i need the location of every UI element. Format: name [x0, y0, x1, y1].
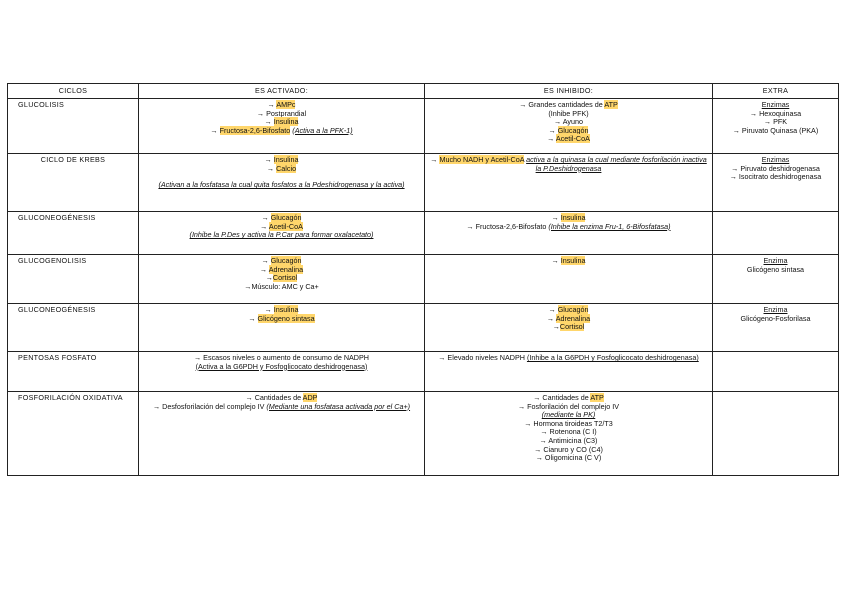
- text-segment: → Isocitrato deshidrogenasa: [729, 172, 822, 182]
- inhibited-cell: [425, 392, 713, 476]
- activated-line: [142, 231, 421, 240]
- highlighted-term: ATP: [604, 100, 618, 109]
- extra-cell: [713, 99, 839, 154]
- activated-cell: [139, 99, 425, 154]
- highlighted-term: Glicógeno sintasa: [257, 313, 315, 323]
- table-row: [8, 352, 839, 392]
- cycle-name: GLUCONEOGÉNESIS: [8, 212, 139, 255]
- extra-cell: [713, 255, 839, 304]
- text-segment: →: [264, 155, 274, 164]
- text-segment: → Ayuno: [553, 117, 584, 127]
- extra-cell: [713, 392, 839, 476]
- text-segment: → Piruvato deshidrogenasa: [731, 163, 820, 173]
- extra-cell: [713, 154, 839, 212]
- highlighted-term: Insulina: [273, 305, 299, 314]
- text-segment: →: [267, 100, 277, 109]
- text-segment: → Fructosa-2,6-Bifosfato: [466, 221, 549, 231]
- table-row: [8, 304, 839, 352]
- table-row: [8, 99, 839, 154]
- activated-cell: [139, 352, 425, 392]
- table-row: [8, 212, 839, 255]
- note-text: (Activan a la fosfatasa la cual quita fosfatos a la Pdeshidrogenasa y la activa): [158, 180, 405, 190]
- text-segment: → Desfosforilación del complejo IV: [152, 401, 267, 411]
- inhibited-line: [428, 223, 709, 232]
- inhibited-line: [428, 135, 709, 144]
- text-segment: Glicógeno-Fosforilasa: [740, 313, 811, 323]
- text-segment: →: [261, 256, 271, 265]
- text-segment: →: [546, 313, 556, 323]
- highlighted-term: Mucho NADH y Acetil-CoA: [439, 155, 525, 164]
- note-text: Enzimas: [761, 155, 790, 164]
- activated-line: [142, 363, 421, 372]
- inhibited-cell: [425, 154, 713, 212]
- highlighted-term: ATP: [590, 393, 604, 402]
- text-segment: → Rotenona (C I): [540, 427, 597, 437]
- text-segment: → Hexoquinasa: [749, 108, 802, 118]
- text-segment: →: [547, 134, 556, 144]
- inhibited-cell: [425, 352, 713, 392]
- cycle-name: FOSFORILACIÓN OXIDATIVA: [8, 392, 139, 476]
- text-segment: →: [261, 213, 271, 222]
- text-segment: → Postprandial: [256, 108, 307, 118]
- text-segment: → Cantidades de: [533, 393, 591, 402]
- highlighted-term: AMPc: [276, 100, 296, 109]
- text-segment: →: [548, 305, 558, 314]
- header-es-activado: ES ACTIVADO:: [139, 84, 425, 99]
- text-segment: →: [552, 322, 560, 332]
- activated-cell: [139, 255, 425, 304]
- highlighted-term: Glucagón: [270, 256, 302, 265]
- text-segment: →: [265, 273, 273, 283]
- text-segment: → Antimicina (C3): [539, 435, 598, 445]
- table-row: [8, 154, 839, 212]
- activated-cell: [139, 304, 425, 352]
- highlighted-term: Insulina: [560, 213, 586, 222]
- activated-cell: [139, 212, 425, 255]
- cycle-name: GLUCONEOGÉNESIS: [8, 304, 139, 352]
- inhibited-line: [428, 323, 709, 332]
- table-row: [8, 392, 839, 476]
- text-segment: →Músculo: AMC y Ca+: [244, 281, 319, 291]
- highlighted-term: Glucagón: [557, 305, 589, 314]
- text-segment: → Piruvato Quinasa (PKA): [732, 125, 819, 135]
- text-segment: →: [264, 305, 274, 314]
- highlighted-term: Glucagón: [557, 125, 589, 135]
- text-segment: → Escasos niveles o aumento de consumo de NADPH: [194, 353, 369, 362]
- text-segment: →: [551, 256, 561, 265]
- highlighted-term: Adrenalina: [268, 264, 304, 274]
- note-text: Enzima: [763, 256, 788, 265]
- highlighted-term: ADP: [302, 393, 318, 402]
- cycle-name: GLUCOGENOLISIS: [8, 255, 139, 304]
- text-segment: →: [266, 163, 277, 173]
- extra-line: [716, 127, 835, 136]
- inhibited-line: [428, 156, 709, 173]
- text-segment: →: [210, 125, 220, 135]
- text-segment: → PFK: [763, 117, 788, 127]
- inhibited-line: [428, 454, 709, 463]
- extra-cell: [713, 304, 839, 352]
- note-text: Enzima: [763, 305, 788, 314]
- note-text: (Inhibe la enzima Fru-1, 6-Bifosfatasa): [548, 221, 671, 231]
- text-segment: → Hormona tiroideas T2/T3: [524, 418, 613, 428]
- cycle-name: PENTOSAS FOSFATO: [8, 352, 139, 392]
- extra-cell: [713, 352, 839, 392]
- note-text: (mediante la PK): [541, 410, 596, 420]
- highlighted-term: Cortisol: [272, 273, 298, 283]
- text-segment: → Cianuro y CO (C4): [534, 444, 603, 454]
- header-row: [8, 84, 839, 99]
- activated-cell: [139, 392, 425, 476]
- text-segment: →: [264, 117, 274, 127]
- highlighted-term: Insulina: [273, 117, 299, 127]
- text-segment: → Elevado niveles NADPH: [438, 353, 527, 362]
- activated-line: [142, 283, 421, 292]
- highlighted-term: Acetil-CoA: [555, 134, 590, 144]
- inhibited-line: [428, 257, 709, 266]
- cycle-name: CICLO DE KREBS: [8, 154, 139, 212]
- extra-line: [716, 173, 835, 182]
- activated-line: [142, 127, 421, 136]
- inhibited-cell: [425, 255, 713, 304]
- extra-cell: [713, 212, 839, 255]
- note-text: (Inhibe a la G6PDH y Fosfoglicocato deshidrogenasa): [526, 353, 699, 362]
- header-extra: EXTRA: [713, 84, 839, 99]
- text-segment: (Inhibe PFK): [548, 108, 589, 118]
- highlighted-term: Cortisol: [559, 322, 585, 332]
- text-segment: → Fosforilación del complejo IV: [517, 401, 620, 411]
- activated-line: [142, 181, 421, 190]
- note-text: activa a la quinasa la cual mediante fosforilación inactiva la P.Deshidrogenasa: [526, 155, 707, 173]
- text-segment: Glicógeno sintasa: [746, 264, 805, 274]
- cycle-name: GLUCOLISIS: [8, 99, 139, 154]
- text-segment: →: [430, 155, 440, 164]
- activated-cell: [139, 154, 425, 212]
- text-segment: →: [260, 221, 269, 231]
- inhibited-cell: [425, 212, 713, 255]
- extra-line: [716, 315, 835, 324]
- text-segment: → Grandes cantidades de: [519, 100, 605, 109]
- highlighted-term: Insulina: [273, 155, 299, 164]
- inhibited-line: [428, 354, 709, 363]
- highlighted-term: Insulina: [560, 256, 586, 265]
- note-text: (Inhibe la P.Des y activa la P.Car para formar oxalacetato): [189, 230, 374, 240]
- text-segment: →: [248, 313, 258, 323]
- inhibited-cell: [425, 99, 713, 154]
- highlighted-term: Calcio: [276, 163, 297, 173]
- text-segment: →: [259, 264, 269, 274]
- note-text: Enzimas: [761, 100, 790, 109]
- highlighted-term: Glucagón: [270, 213, 302, 222]
- text-segment: →: [548, 125, 558, 135]
- note-text: (Mediante una fosfatasa activada por el Ca+): [266, 401, 411, 411]
- header-es-inhibido: ES INHIBIDO:: [425, 84, 713, 99]
- text-segment: →: [551, 213, 561, 222]
- table-body: [8, 99, 839, 476]
- note-text: (Activa a la G6PDH y Fosfoglicocato deshidrogenasa): [195, 361, 368, 371]
- highlighted-term: Acetil-CoA: [268, 221, 303, 231]
- note-text: (Activa a la PFK-1): [292, 125, 353, 135]
- metabolic-cycles-table: [7, 83, 839, 476]
- extra-line: [716, 266, 835, 275]
- table-row: [8, 255, 839, 304]
- inhibited-cell: [425, 304, 713, 352]
- text-segment: → Oligomicina (C V): [535, 453, 602, 463]
- activated-line: [142, 315, 421, 324]
- activated-line: [142, 165, 421, 174]
- activated-line: [142, 403, 421, 412]
- text-segment: → Cantidades de: [245, 393, 303, 402]
- header-ciclos: CICLOS: [8, 84, 139, 99]
- highlighted-term: Adrenalina: [555, 313, 591, 323]
- highlighted-term: Fructosa-2,6-Bifosfato: [219, 125, 291, 135]
